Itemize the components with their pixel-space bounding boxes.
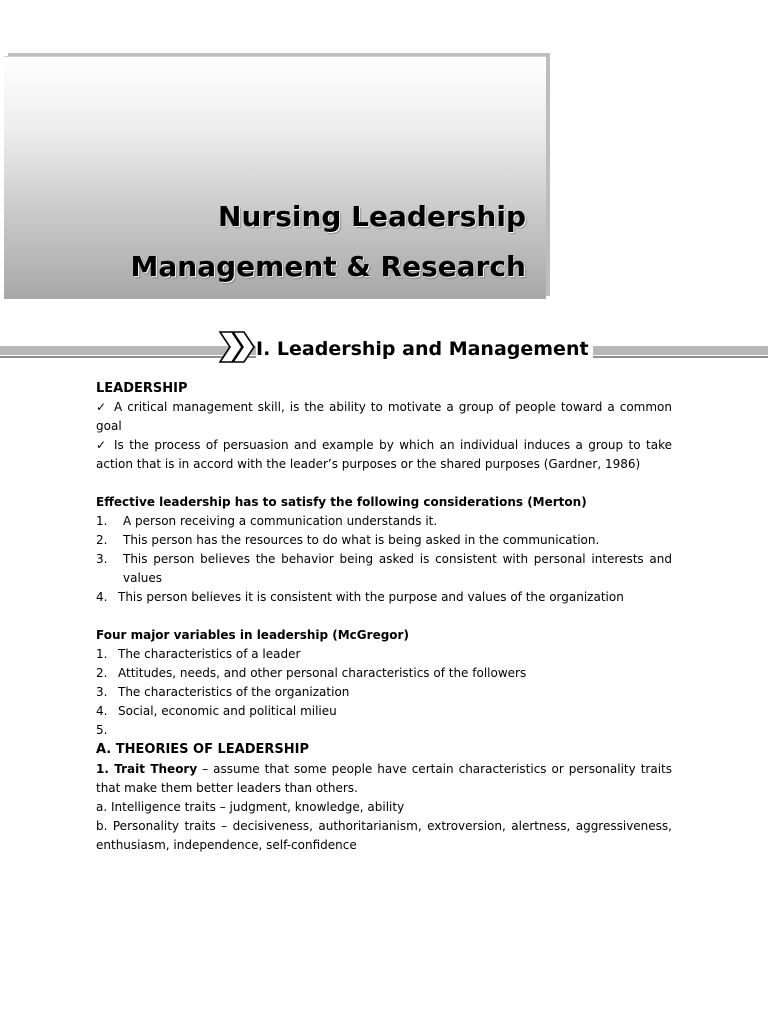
theories-heading: A. THEORIES OF LEADERSHIP	[96, 742, 310, 757]
double-chevron-icon	[218, 330, 258, 364]
list-item: 2. Attitudes, needs, and other personal characteristics of the followers	[96, 666, 527, 680]
title-line-2: Management & Research	[130, 250, 526, 283]
section-heading: I. Leadership and Management	[256, 336, 593, 362]
list-item: 3. This person believes the behavior being asked is consistent with personal interests and values	[96, 552, 672, 585]
merton-heading: Effective leadership has to satisfy the following considerations (Merton)	[96, 495, 587, 509]
list-item: 1. A person receiving a communication understands it.	[96, 514, 438, 528]
list-item: 4. This person believes it is consistent with the purpose and values of the organization	[96, 590, 624, 604]
list-item: 1. The characteristics of a leader	[96, 647, 301, 661]
personality-traits-line: b. Personality traits – decisiveness, authoritarianism, extroversion, alertness, aggressiveness, enthusiasm, independence, self-confidence	[96, 819, 672, 852]
list-item: 2. This person has the resources to do what is being asked in the communication.	[96, 533, 600, 547]
mcgregor-list	[96, 645, 672, 740]
list-item: 5.	[96, 723, 108, 737]
list-item: 3. The characteristics of the organization	[96, 685, 350, 699]
merton-list	[96, 512, 672, 607]
checkmark-icon: ✓	[96, 438, 107, 452]
leadership-bullet: ✓ Is the process of persuasion and example by which an individual induces a group to take action that is in accord with the leader’s purposes or the shared purposes (Gardner, 1986)	[96, 438, 672, 471]
intelligence-traits-line: a. Intelligence traits – judgment, knowledge, ability	[96, 800, 405, 814]
trait-theory-paragraph	[96, 760, 672, 798]
title-banner	[4, 56, 546, 299]
page-content	[96, 379, 672, 855]
leadership-heading: LEADERSHIP	[96, 381, 188, 396]
checkmark-icon: ✓	[96, 400, 107, 414]
leadership-bullet: ✓ A critical management skill, is the ability to motivate a group of people toward a common goal	[96, 400, 672, 433]
title-line-1: Nursing Leadership	[218, 200, 526, 233]
spacer	[96, 474, 672, 493]
trait-theory-label: 1. Trait Theory	[96, 762, 198, 776]
spacer	[96, 607, 672, 626]
list-item: 4. Social, economic and political milieu	[96, 704, 337, 718]
mcgregor-heading: Four major variables in leadership (McGregor)	[96, 628, 409, 642]
trait-theory-text: – assume that some people have certain characteristics or personality traits that make them better leaders than others.	[96, 762, 672, 795]
